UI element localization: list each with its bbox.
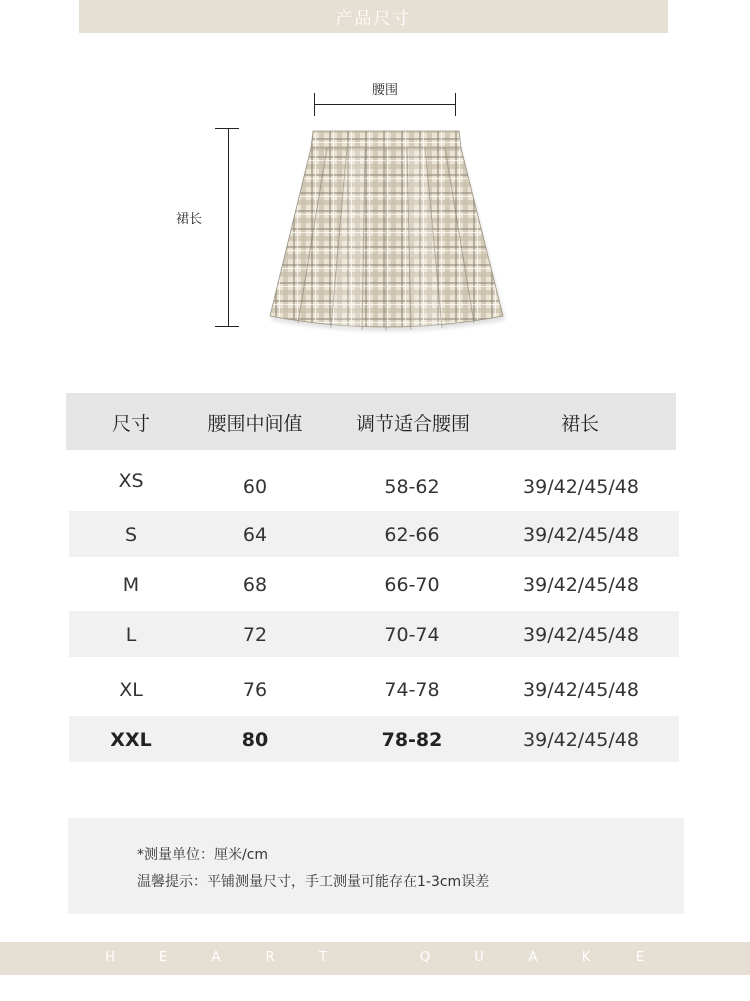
cell-size: XL xyxy=(119,679,143,701)
measurement-note xyxy=(68,818,684,914)
cell-waist-mid: 76 xyxy=(242,679,268,701)
header-bar xyxy=(79,0,668,33)
cell-length: 39/42/45/48 xyxy=(523,679,639,701)
cell-size: S xyxy=(124,524,138,546)
waist-label: 腰围 xyxy=(371,83,398,98)
footer-bar xyxy=(0,942,750,975)
footer-letter: R xyxy=(265,950,275,965)
table-header xyxy=(66,393,676,450)
cell-waist-mid: 80 xyxy=(241,729,269,751)
footer-letter: A xyxy=(211,950,221,965)
cell-waist-mid: 64 xyxy=(242,524,268,546)
plaid-skirt-image xyxy=(265,128,510,343)
cell-waist-range: 78-82 xyxy=(381,729,443,751)
footer-letter: T xyxy=(319,950,327,965)
cell-waist-range: 70-74 xyxy=(384,624,440,646)
cell-waist-mid: 68 xyxy=(242,574,268,596)
footer-letter: H xyxy=(105,950,115,965)
waist-measure-tick-left xyxy=(314,93,315,116)
note-unit: *测量单位：厘米/cm xyxy=(137,847,269,863)
length-measure-tick-top xyxy=(215,128,239,129)
cell-waist-range: 58-62 xyxy=(384,476,440,498)
header-size: 尺寸 xyxy=(111,413,151,435)
table-row xyxy=(69,561,679,607)
cell-size: XS xyxy=(118,470,144,492)
cell-length: 39/42/45/48 xyxy=(523,524,639,546)
note-tip: 温馨提示：平铺测量尺寸，手工测量可能存在1-3cm误差 xyxy=(137,874,490,890)
header-length: 裙长 xyxy=(560,413,600,435)
footer-letter: K xyxy=(581,950,591,965)
length-measure-tick-bottom xyxy=(215,326,239,327)
header-waist-range: 调节适合腰围 xyxy=(355,413,471,435)
table-row xyxy=(69,666,679,712)
table-row xyxy=(69,511,679,557)
table-row xyxy=(69,611,679,657)
cell-size: XXL xyxy=(110,729,152,751)
footer-letter: E xyxy=(635,950,645,965)
footer-letter: Q xyxy=(419,950,431,965)
cell-length: 39/42/45/48 xyxy=(523,574,639,596)
table-row xyxy=(69,463,679,509)
cell-size: M xyxy=(122,574,140,596)
cell-length: 39/42/45/48 xyxy=(523,729,639,751)
footer-letter: A xyxy=(528,950,538,965)
header-waist-mid: 腰围中间值 xyxy=(207,413,303,435)
length-label: 裙长 xyxy=(176,212,203,227)
cell-waist-mid: 60 xyxy=(242,476,268,498)
page-title: 产品尺寸 xyxy=(335,9,412,29)
table-row xyxy=(69,716,679,762)
waist-measure-tick-right xyxy=(455,93,456,116)
cell-waist-range: 62-66 xyxy=(384,524,440,546)
length-measure-line xyxy=(228,128,229,327)
cell-waist-range: 74-78 xyxy=(384,679,440,701)
cell-waist-range: 66-70 xyxy=(384,574,440,596)
cell-length: 39/42/45/48 xyxy=(523,476,639,498)
cell-size: L xyxy=(125,624,137,646)
waist-measure-line xyxy=(315,104,455,105)
footer-letter: U xyxy=(474,950,484,965)
cell-waist-mid: 72 xyxy=(242,624,268,646)
footer-letter: E xyxy=(158,950,168,965)
cell-length: 39/42/45/48 xyxy=(523,624,639,646)
